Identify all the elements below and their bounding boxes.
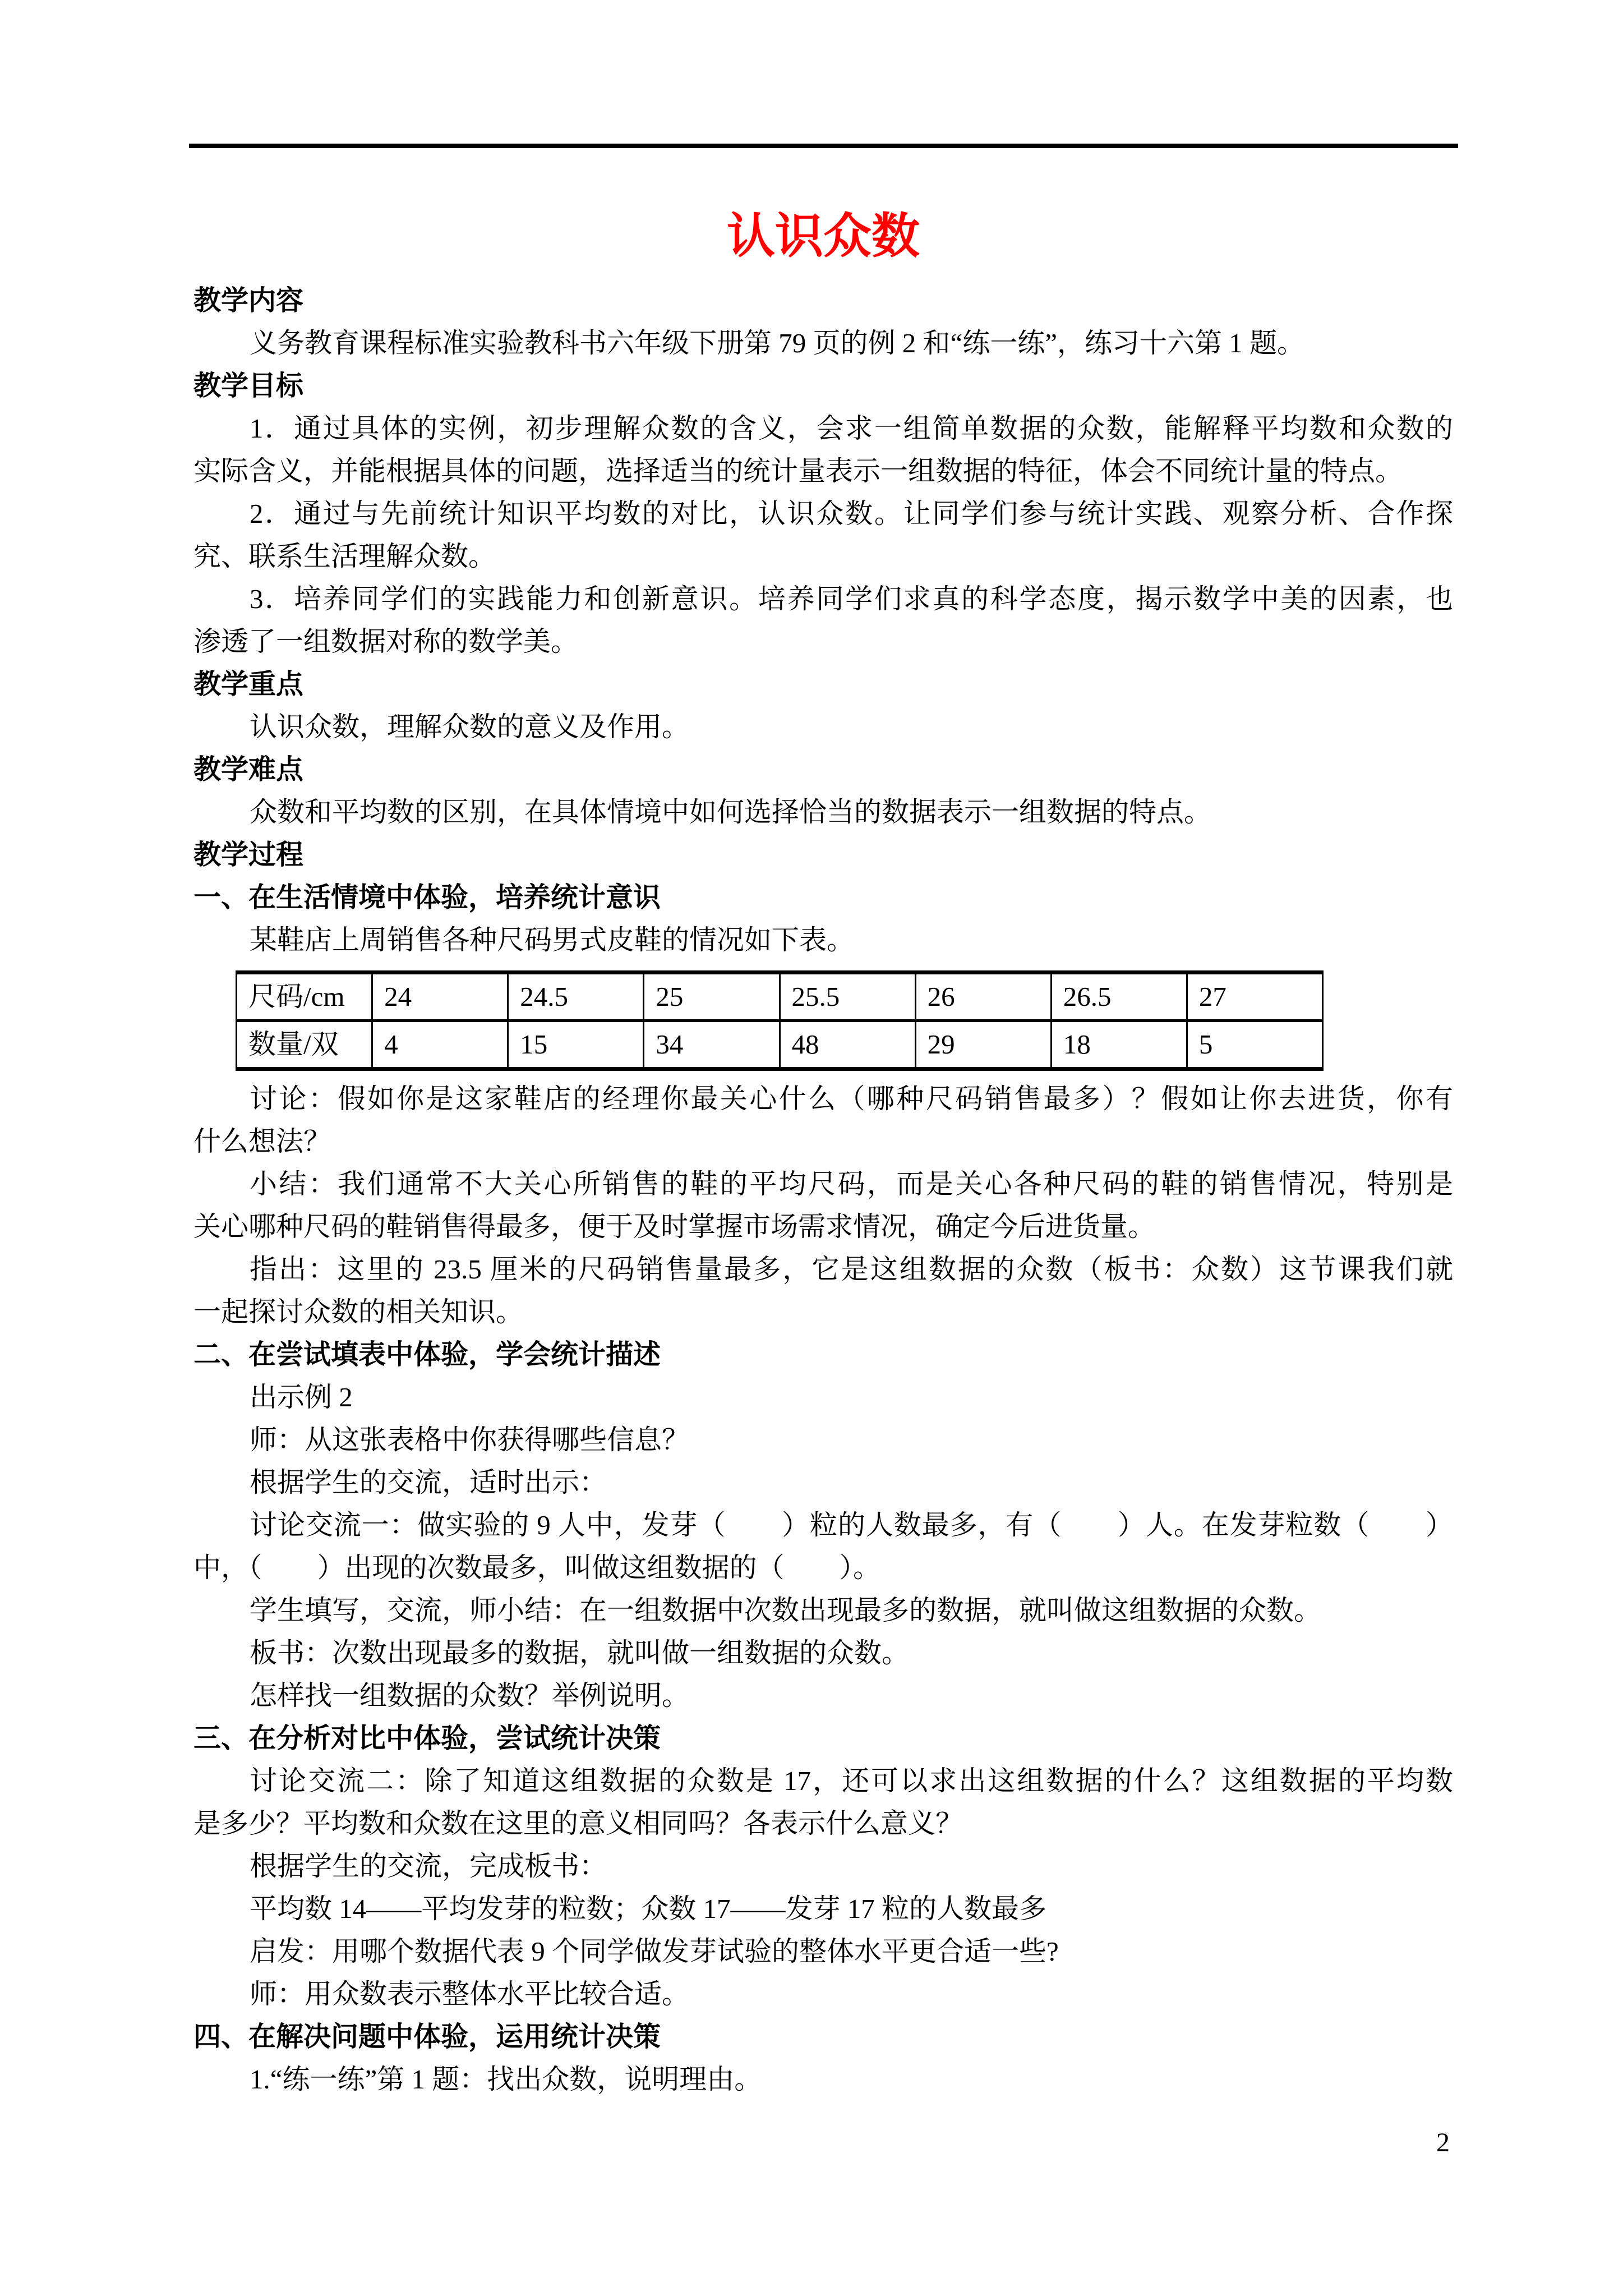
- paragraph-line: 指出：这里的 23.5 厘米的尺码销售量最多，它是这组数据的众数（板书：众数）这节课我们就: [250, 1254, 1453, 1285]
- paragraph-line: 师：从这张表格中你获得哪些信息？: [250, 1424, 690, 1455]
- paragraph-line: 讨论交流二：除了知道这组数据的众数是 17，还可以求出这组数据的什么？这组数据的平均数: [250, 1765, 1453, 1796]
- shoe-sales-table: [236, 970, 1324, 1071]
- table-row: [237, 973, 1323, 1021]
- heading: 教学内容: [193, 285, 304, 316]
- paragraph-line: 出示例 2: [250, 1382, 353, 1412]
- heading: 教学目标: [193, 370, 304, 401]
- paragraph-line: 中，（ ）出现的次数最多，叫做这组数据的（ ）。: [193, 1552, 881, 1583]
- paragraph-line: 根据学生的交流，适时出示：: [250, 1467, 607, 1498]
- paragraph-line: 师：用众数表示整体水平比较合适。: [250, 1978, 690, 2009]
- row-header-cell: 尺码/cm: [237, 973, 372, 1021]
- document-title: 认识众数: [727, 209, 920, 263]
- paragraph-line: 学生填写，交流，师小结：在一组数据中次数出现最多的数据，就叫做这组数据的众数。: [250, 1595, 1322, 1626]
- paragraph-line: 1.“练一练”第 1 题：找出众数，说明理由。: [250, 2064, 762, 2095]
- paragraph-line: 板书：次数出现最多的数据，就叫做一组数据的众数。: [250, 1637, 910, 1668]
- paragraph-line: 什么想法？: [193, 1126, 331, 1157]
- paragraph-line: 2．通过与先前统计知识平均数的对比，认识众数。让同学们参与统计实践、观察分析、合作探: [250, 498, 1453, 529]
- paragraph-line: 1．通过具体的实例，初步理解众数的含义，会求一组简单数据的众数，能解释平均数和众数的: [250, 413, 1453, 444]
- row-header-cell: 数量/双: [237, 1021, 372, 1069]
- paragraph-line: 怎样找一组数据的众数？举例说明。: [250, 1680, 690, 1711]
- table-cell: 24: [372, 973, 508, 1021]
- paragraph-line: 3．培养同学们的实践能力和创新意识。培养同学们求真的科学态度，揭示数学中美的因素，也: [250, 583, 1453, 614]
- paragraph-line: 根据学生的交流，完成板书：: [250, 1851, 607, 1881]
- table-cell: 18: [1051, 1021, 1187, 1069]
- table-cell: 26.5: [1051, 973, 1187, 1021]
- table-cell: 29: [915, 1021, 1051, 1069]
- paragraph-line: 小结：我们通常不大关心所销售的鞋的平均尺码，而是关心各种尺码的鞋的销售情况，特别是: [250, 1168, 1453, 1199]
- table-cell: 27: [1187, 973, 1322, 1021]
- table-cell: 15: [508, 1021, 644, 1069]
- table-cell: 5: [1187, 1021, 1322, 1069]
- paragraph-line: 是多少？平均数和众数在这里的意义相同吗？各表示什么意义？: [193, 1808, 963, 1839]
- table-cell: 25: [644, 973, 780, 1021]
- paragraph-line: 某鞋店上周销售各种尺码男式皮鞋的情况如下表。: [250, 924, 855, 955]
- paragraph-line: 讨论交流一：做实验的 9 人中，发芽（ ）粒的人数最多，有（ ）人。在发芽粒数（ ）: [250, 1510, 1453, 1540]
- paragraph-line: 平均数 14——平均发芽的粒数；众数 17——发芽 17 粒的人数最多: [250, 1893, 1047, 1924]
- paragraph-line: 启发：用哪个数据代表 9 个同学做发芽试验的整体水平更合适一些?: [250, 1936, 1059, 1967]
- table-row: [237, 1021, 1323, 1069]
- paragraph-line: 实际含义，并能根据具体的问题，选择适当的统计量表示一组数据的特征，体会不同统计量的特点。: [193, 455, 1403, 486]
- section-heading: 二、在尝试填表中体验，学会统计描述: [193, 1339, 661, 1370]
- heading: 教学重点: [193, 669, 304, 700]
- section-heading: 三、在分析对比中体验，尝试统计决策: [193, 1723, 661, 1754]
- paragraph-line: 众数和平均数的区别，在具体情境中如何选择恰当的数据表示一组数据的特点。: [250, 797, 1212, 827]
- document-body: [193, 279, 1453, 2101]
- table-cell: 48: [780, 1021, 915, 1069]
- paragraph-line: 讨论：假如你是这家鞋店的经理你最关心什么（哪种尺码销售最多）？假如让你去进货，你有: [250, 1083, 1453, 1114]
- table-cell: 24.5: [508, 973, 644, 1021]
- page-number: 2: [1436, 2128, 1450, 2157]
- heading: 教学过程: [193, 839, 304, 870]
- section-heading: 一、在生活情境中体验，培养统计意识: [193, 882, 661, 913]
- paragraph-line: 渗透了一组数据对称的数学美。: [193, 626, 579, 657]
- paragraph-line: 究、联系生活理解众数。: [193, 541, 496, 572]
- paragraph-line: 认识众数，理解众数的意义及作用。: [250, 711, 690, 742]
- table-cell: 25.5: [780, 973, 915, 1021]
- paragraph-line: 义务教育课程标准实验教科书六年级下册第 79 页的例 2 和“练一练”，练习十六第 1 题。: [250, 328, 1304, 358]
- table-cell: 4: [372, 1021, 508, 1069]
- heading: 教学难点: [193, 754, 304, 785]
- section-heading: 四、在解决问题中体验，运用统计决策: [193, 2021, 661, 2052]
- table-cell: 26: [915, 973, 1051, 1021]
- table-cell: 34: [644, 1021, 780, 1069]
- header-rule: [189, 144, 1458, 148]
- paragraph-line: 关心哪种尺码的鞋销售得最多，便于及时掌握市场需求情况，确定今后进货量。: [193, 1211, 1156, 1242]
- paragraph-line: 一起探讨众数的相关知识。: [193, 1296, 524, 1327]
